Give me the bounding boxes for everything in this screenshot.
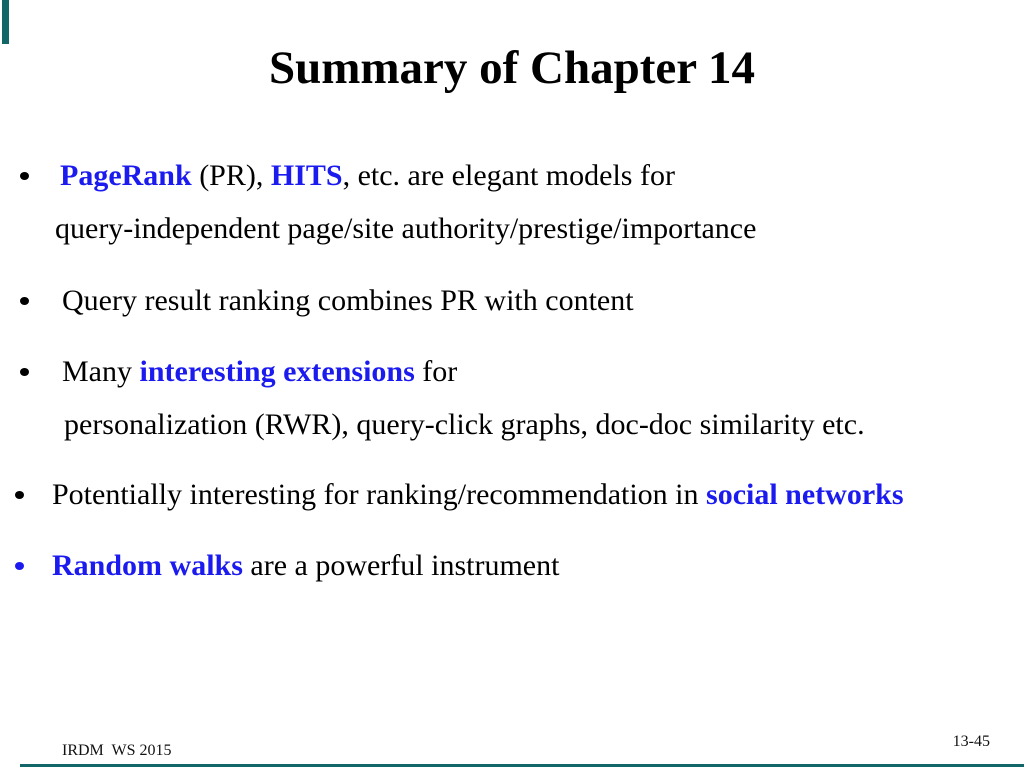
bullet-line — [64, 407, 865, 443]
bullet-line — [60, 158, 675, 194]
left-border-tick — [2, 0, 9, 44]
bullet-line — [52, 477, 904, 513]
body-text: are a powerful instrument — [242, 549, 560, 582]
highlighted-text: PageRank — [60, 159, 192, 192]
bullet-marker — [20, 172, 29, 180]
body-text: Many — [62, 355, 140, 388]
bottom-border-rule — [20, 764, 1024, 767]
highlighted-text: interesting extensions — [139, 355, 415, 388]
body-text: query-independent page/site authority/prestige/importance — [55, 212, 757, 245]
body-text: for — [414, 355, 458, 388]
highlighted-text: HITS — [270, 159, 343, 192]
bullet-marker — [20, 297, 29, 305]
bullet-line — [55, 211, 756, 247]
bullet-marker — [20, 368, 29, 376]
body-text: personalization (RWR), query-click graphs, doc-doc similarity etc. — [64, 408, 865, 441]
body-text: (PR), — [191, 159, 271, 192]
bullet-line — [62, 283, 634, 319]
slide-title: Summary of Chapter 14 — [268, 42, 756, 95]
bullet-marker — [15, 491, 24, 499]
body-text: Potentially interesting for ranking/recommendation in — [52, 478, 707, 511]
page-number: 13-45 — [952, 733, 990, 750]
body-text: , etc. are elegant models for — [342, 159, 675, 192]
bullet-marker — [15, 562, 24, 570]
bullet-line — [52, 548, 559, 584]
footer-course-label: IRDM WS 2015 — [62, 742, 172, 759]
body-text: Query result ranking combines PR with content — [62, 284, 634, 317]
highlighted-text: Random walks — [52, 549, 243, 582]
bullet-line — [62, 354, 457, 390]
highlighted-text: social networks — [706, 478, 904, 511]
